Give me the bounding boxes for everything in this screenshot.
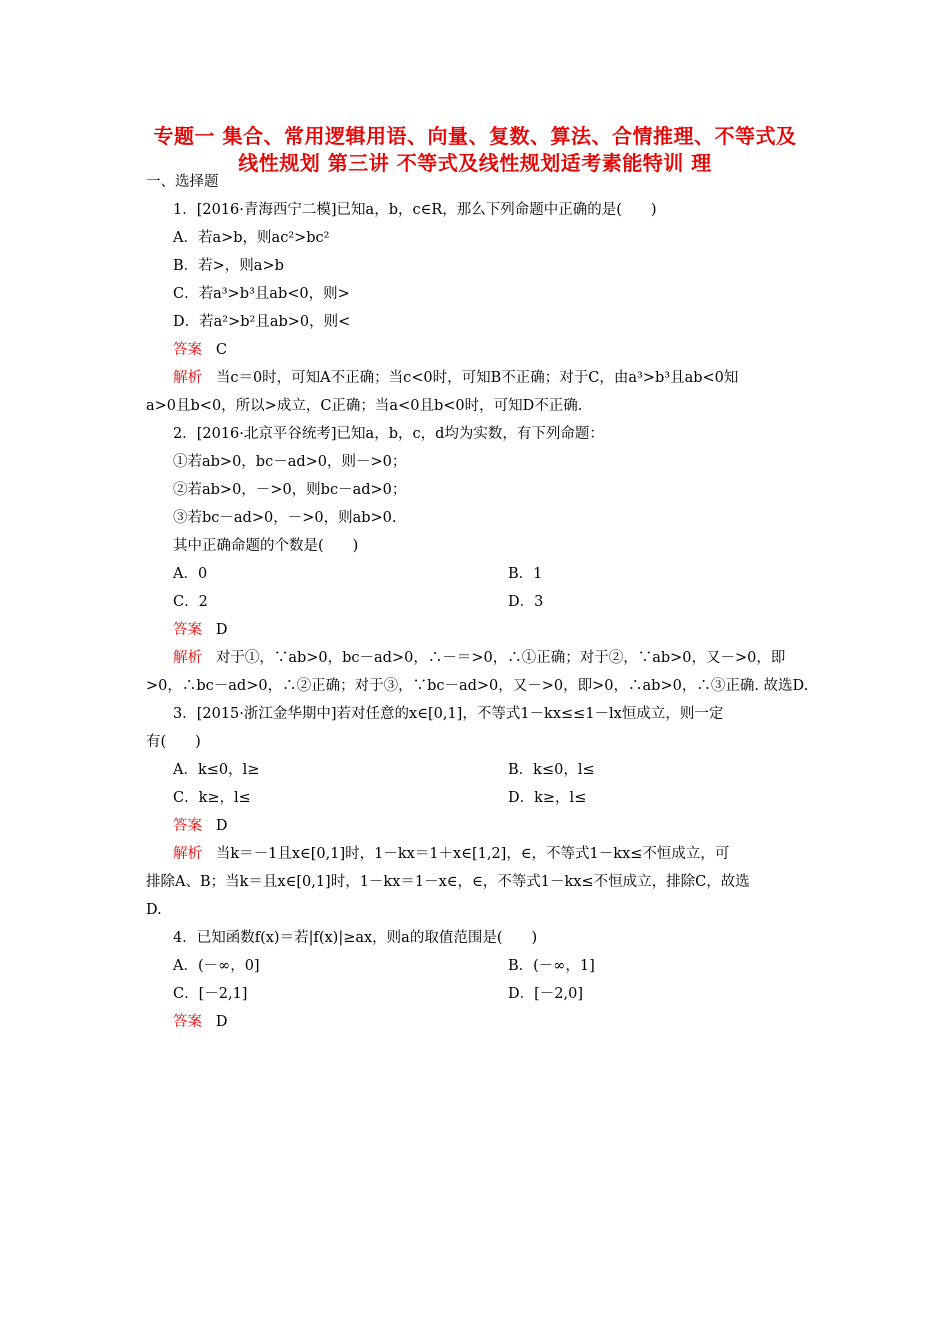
- q3-analysis-line-3: D.: [146, 902, 162, 918]
- q2-option-d: D．3: [508, 594, 544, 610]
- q1-analysis-line-1: [173, 368, 738, 388]
- q1-stem: 1．[2016·青海西宁二模]已知a，b，c∈R，那么下列命题中正确的是( ): [173, 202, 657, 218]
- q2-answer: [173, 620, 227, 640]
- q2-proposition-3: ③若bc－ad>0，－>0，则ab>0.: [173, 510, 397, 526]
- q2-option-b: B．1: [508, 566, 543, 582]
- q2-analysis-text-1: 对于①，∵ab>0，bc－ad>0，∴－＝>0，∴①正确；对于②，∵ab>0，又－>0，即: [215, 650, 786, 666]
- q4-option-a: A．(－∞，0]: [173, 958, 260, 974]
- q1-option-a: A．若a>b，则ac²>bc²: [173, 230, 330, 246]
- q3-option-d: D．k≥，l≤: [508, 790, 587, 806]
- title-line-2: 线性规划 第三讲 不等式及线性规划适考素能特训 理: [238, 151, 712, 175]
- q4-option-c: C．[－2,1]: [173, 986, 248, 1002]
- title-line-1: 专题一 集合、常用逻辑用语、向量、复数、算法、合情推理、不等式及: [153, 124, 797, 148]
- q2-answer-value: D: [215, 622, 228, 638]
- q2-ask: 其中正确命题的个数是( ): [173, 538, 359, 554]
- q3-answer: [173, 816, 227, 836]
- q3-analysis-text-1: 当k＝－1且x∈[0,1]时，1－kx＝1＋x∈[1,2]，∈，不等式1－kx≤不恒成立，可: [215, 846, 730, 862]
- q1-answer-label: 答案: [173, 342, 202, 358]
- q2-analysis-label: 解析: [173, 650, 202, 666]
- q1-answer-value: C: [215, 342, 227, 358]
- q4-option-b: B．(－∞，1]: [508, 958, 595, 974]
- q1-analysis-label: 解析: [173, 370, 202, 386]
- q3-stem-line-2: 有( ): [146, 734, 201, 750]
- q4-answer-value: D: [215, 1014, 228, 1030]
- document-title: [120, 123, 830, 177]
- q1-option-c: C．若a³>b³且ab<0，则>: [173, 286, 350, 302]
- q2-answer-label: 答案: [173, 622, 202, 638]
- section-heading: 一、选择题: [146, 174, 219, 190]
- q3-stem-line-1: 3．[2015·浙江金华期中]若对任意的x∈[0,1]，不等式1－kx≤≤1－lx恒成立，则一定: [173, 706, 724, 722]
- q2-stem: 2．[2016·北京平谷统考]已知a，b，c，d均为实数，有下列命题：: [173, 426, 604, 442]
- q2-option-a: A．0: [173, 566, 208, 582]
- q2-option-c: C．2: [173, 594, 208, 610]
- q3-analysis-line-1: [173, 844, 729, 864]
- q1-answer: [173, 340, 227, 360]
- q4-answer-label: 答案: [173, 1014, 202, 1030]
- q3-answer-label: 答案: [173, 818, 202, 834]
- q1-option-b: B．若>，则a>b: [173, 258, 284, 274]
- q3-option-b: B．k≤0，l≤: [508, 762, 595, 778]
- q3-option-a: A．k≤0，l≥: [173, 762, 260, 778]
- q4-answer: [173, 1012, 227, 1032]
- q3-option-c: C．k≥，l≤: [173, 790, 251, 806]
- q4-stem: 4．已知函数f(x)＝若|f(x)|≥ax，则a的取值范围是( ): [173, 930, 538, 946]
- q4-option-d: D．[－2,0]: [508, 986, 583, 1002]
- q1-option-d: D．若a²>b²且ab>0，则<: [173, 314, 351, 330]
- q3-analysis-label: 解析: [173, 846, 202, 862]
- q2-analysis-line-2: >0，∴bc－ad>0，∴②正确；对于③，∵bc－ad>0，又－>0，即>0，∴ab>0，∴③正确. 故选D.: [146, 678, 809, 694]
- q2-analysis-line-1: [173, 648, 785, 668]
- q1-analysis-text-1: 当c＝0时，可知A不正确；当c<0时，可知B不正确；对于C，由a³>b³且ab<0知: [215, 370, 739, 386]
- q3-answer-value: D: [215, 818, 228, 834]
- q1-analysis-line-2: a>0且b<0，所以>成立，C正确；当a<0且b<0时，可知D不正确.: [146, 398, 583, 414]
- q2-proposition-2: ②若ab>0，－>0，则bc－ad>0；: [173, 482, 407, 498]
- q2-proposition-1: ①若ab>0，bc－ad>0，则－>0；: [173, 454, 407, 470]
- q3-analysis-line-2: 排除A、B；当k＝且x∈[0,1]时，1－kx＝1－x∈，∈，不等式1－kx≤不恒成立，排除C，故选: [146, 874, 750, 890]
